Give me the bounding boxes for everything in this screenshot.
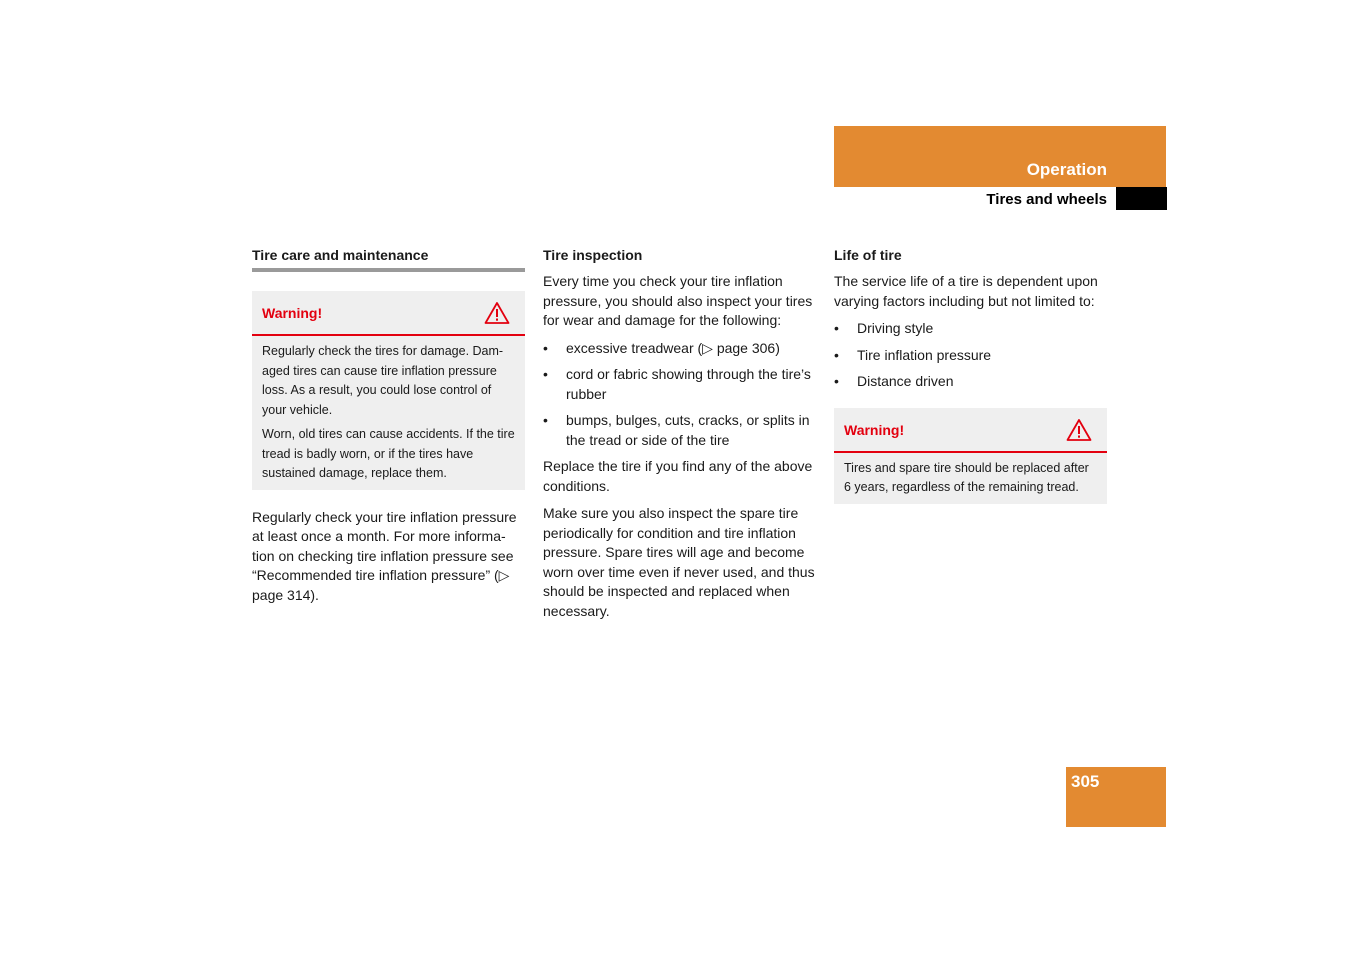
list-item-text: cord or fabric showing through the tire’s rubber: [566, 366, 811, 402]
warning-triangle-icon: [484, 301, 510, 325]
list-item: [543, 411, 816, 450]
warning-body: [834, 453, 1107, 504]
warning-label: Warning!: [844, 421, 905, 438]
list-item-text: excessive treadwear (▷ page 306): [566, 339, 780, 356]
warning-header: [834, 408, 1107, 453]
heading-tire-inspection: Tire inspection: [543, 247, 643, 263]
warning-paragraph: Tires and spare tire should be replaced after 6 years, regardless of the remaining tread.: [844, 460, 1089, 494]
bullet-icon: •: [543, 412, 548, 428]
list-item: [834, 319, 1107, 339]
warning-box-tire-age: [834, 408, 1107, 504]
list-item-text: Tire inflation pressure: [857, 346, 992, 363]
warning-paragraph: Worn, old tires can cause accidents. If the tire tread is badly worn, or if the tires have sustained damage, replace them.: [262, 427, 515, 480]
list-item: [543, 339, 816, 359]
column-tire-care: [252, 246, 525, 605]
heading-tire-care: Tire care and maintenance: [252, 247, 429, 263]
list-item: [834, 346, 1107, 366]
spare-tire-paragraph: Make sure you also inspect the spare tire periodically for condition and tire inflation pressure. Spare tires will age and become worn over time even if never used, and thus should be inspected and replaced when necessary.: [543, 505, 815, 619]
bullet-icon: •: [834, 373, 839, 389]
column-tire-inspection: [543, 246, 816, 621]
chapter-tab-marker: [1116, 187, 1167, 210]
list-item-text: Distance driven: [857, 373, 954, 389]
replace-paragraph: Replace the tire if you find any of the above conditions.: [543, 458, 813, 494]
list-item: [834, 372, 1107, 392]
list-item-text: Driving style: [857, 320, 934, 336]
warning-triangle-icon: [1066, 418, 1092, 442]
warning-body: [252, 336, 525, 490]
heading-life-of-tire: Life of tire: [834, 247, 902, 263]
list-item-text: bumps, bulges, cuts, cracks, or splits in the tread or side of the tire: [566, 412, 810, 448]
inspection-intro: Every time you check your tire inflation pressure, you should also inspect your tires for wear and damage for the following:: [543, 273, 813, 328]
warning-box-tire-damage: [252, 291, 525, 490]
page-number: 305: [1071, 772, 1100, 791]
section-title: Operation: [1026, 160, 1107, 179]
inflation-check-paragraph: Regularly check your tire inflation pressure at least once a month. For more informa-tion on checking tire inflation pressure see “Recommended tire inflation pressure” (▷ page 314).: [252, 508, 517, 603]
inspection-list: [543, 339, 816, 451]
bullet-icon: •: [834, 346, 839, 363]
warning-header: [252, 291, 525, 336]
header-band: [834, 126, 1166, 187]
list-item: [543, 365, 816, 404]
bullet-icon: •: [543, 366, 548, 382]
heading-rule: [252, 268, 525, 272]
warning-paragraph: Regularly check the tires for damage. Dam-aged tires can cause tire inflation pressure loss. As a result, you could lose control of your vehicle.: [262, 344, 504, 417]
bullet-icon: •: [834, 320, 839, 336]
warning-label: Warning!: [262, 305, 323, 321]
life-intro: The service life of a tire is dependent upon varying factors including but not limited to:: [834, 273, 1098, 309]
bullet-icon: •: [543, 339, 548, 356]
column-life-of-tire: [834, 246, 1107, 504]
life-factors-list: [834, 319, 1107, 392]
subsection-title: Tires and wheels: [986, 191, 1107, 208]
